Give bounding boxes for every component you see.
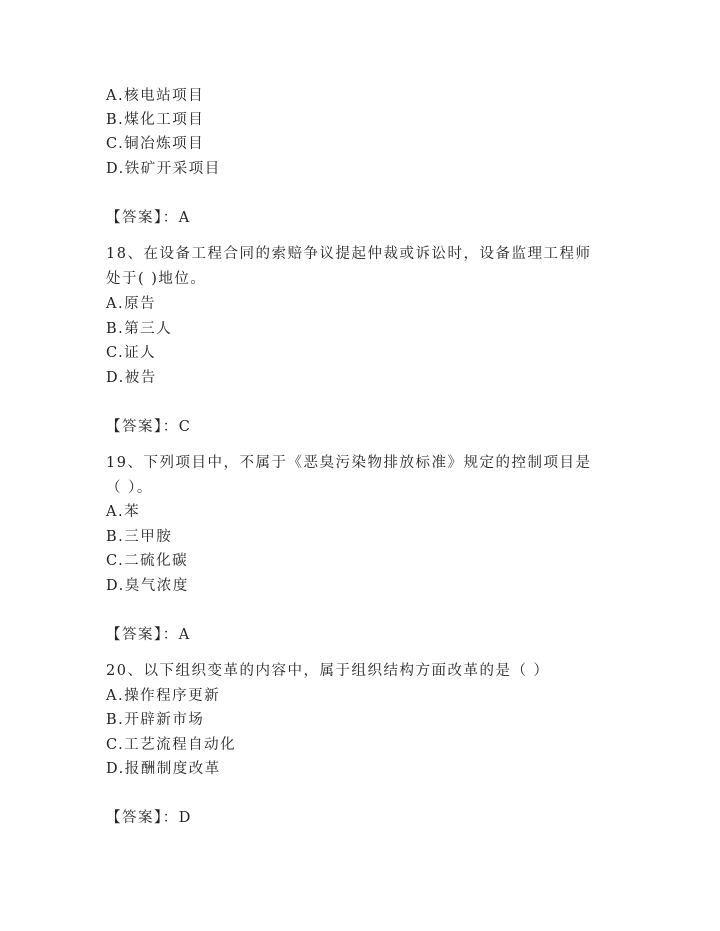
q20-option-b: B.开辟新市场 — [106, 712, 205, 728]
q20-option-c: C.工艺流程自动化 — [106, 737, 237, 753]
q19-stem-line1: 19、下列项目中，不属于《恶臭污染物排放标准》规定的控制项目是 — [106, 455, 592, 471]
q19-stem-line2: （ ）。 — [106, 480, 153, 496]
q19-option-d: D.臭气浓度 — [106, 578, 189, 594]
q19-option-c: C.二硫化碳 — [106, 553, 189, 569]
q17-option-c: C.铜冶炼项目 — [106, 136, 205, 152]
q18-option-d: D.被告 — [106, 370, 157, 386]
q18-answer: 【答案】：C — [106, 419, 192, 435]
q17-option-a: A.核电站项目 — [106, 88, 205, 104]
q20-answer: 【答案】：D — [106, 810, 192, 826]
q17-option-b: B.煤化工项目 — [106, 112, 205, 128]
q19-answer: 【答案】：A — [106, 627, 191, 643]
q20-option-a: A.操作程序更新 — [106, 688, 221, 704]
q17-answer: 【答案】：A — [106, 210, 191, 226]
q18-option-b: B.第三人 — [106, 321, 173, 337]
q19-option-a: A.苯 — [106, 504, 141, 520]
q20-option-d: D.报酬制度改革 — [106, 761, 221, 777]
q20-stem-line1: 20、以下组织变革的内容中，属于组织结构方面改革的是（ ） — [106, 663, 550, 679]
q18-stem-line2: 处于( )地位。 — [106, 271, 207, 287]
q17-option-d: D.铁矿开采项目 — [106, 161, 221, 177]
q18-option-c: C.证人 — [106, 345, 157, 361]
q18-option-a: A.原告 — [106, 296, 157, 312]
q19-option-b: B.三甲胺 — [106, 529, 173, 545]
q18-stem-line1: 18、在设备工程合同的索赔争议提起仲裁或诉讼时，设备监理工程师 — [106, 246, 592, 262]
